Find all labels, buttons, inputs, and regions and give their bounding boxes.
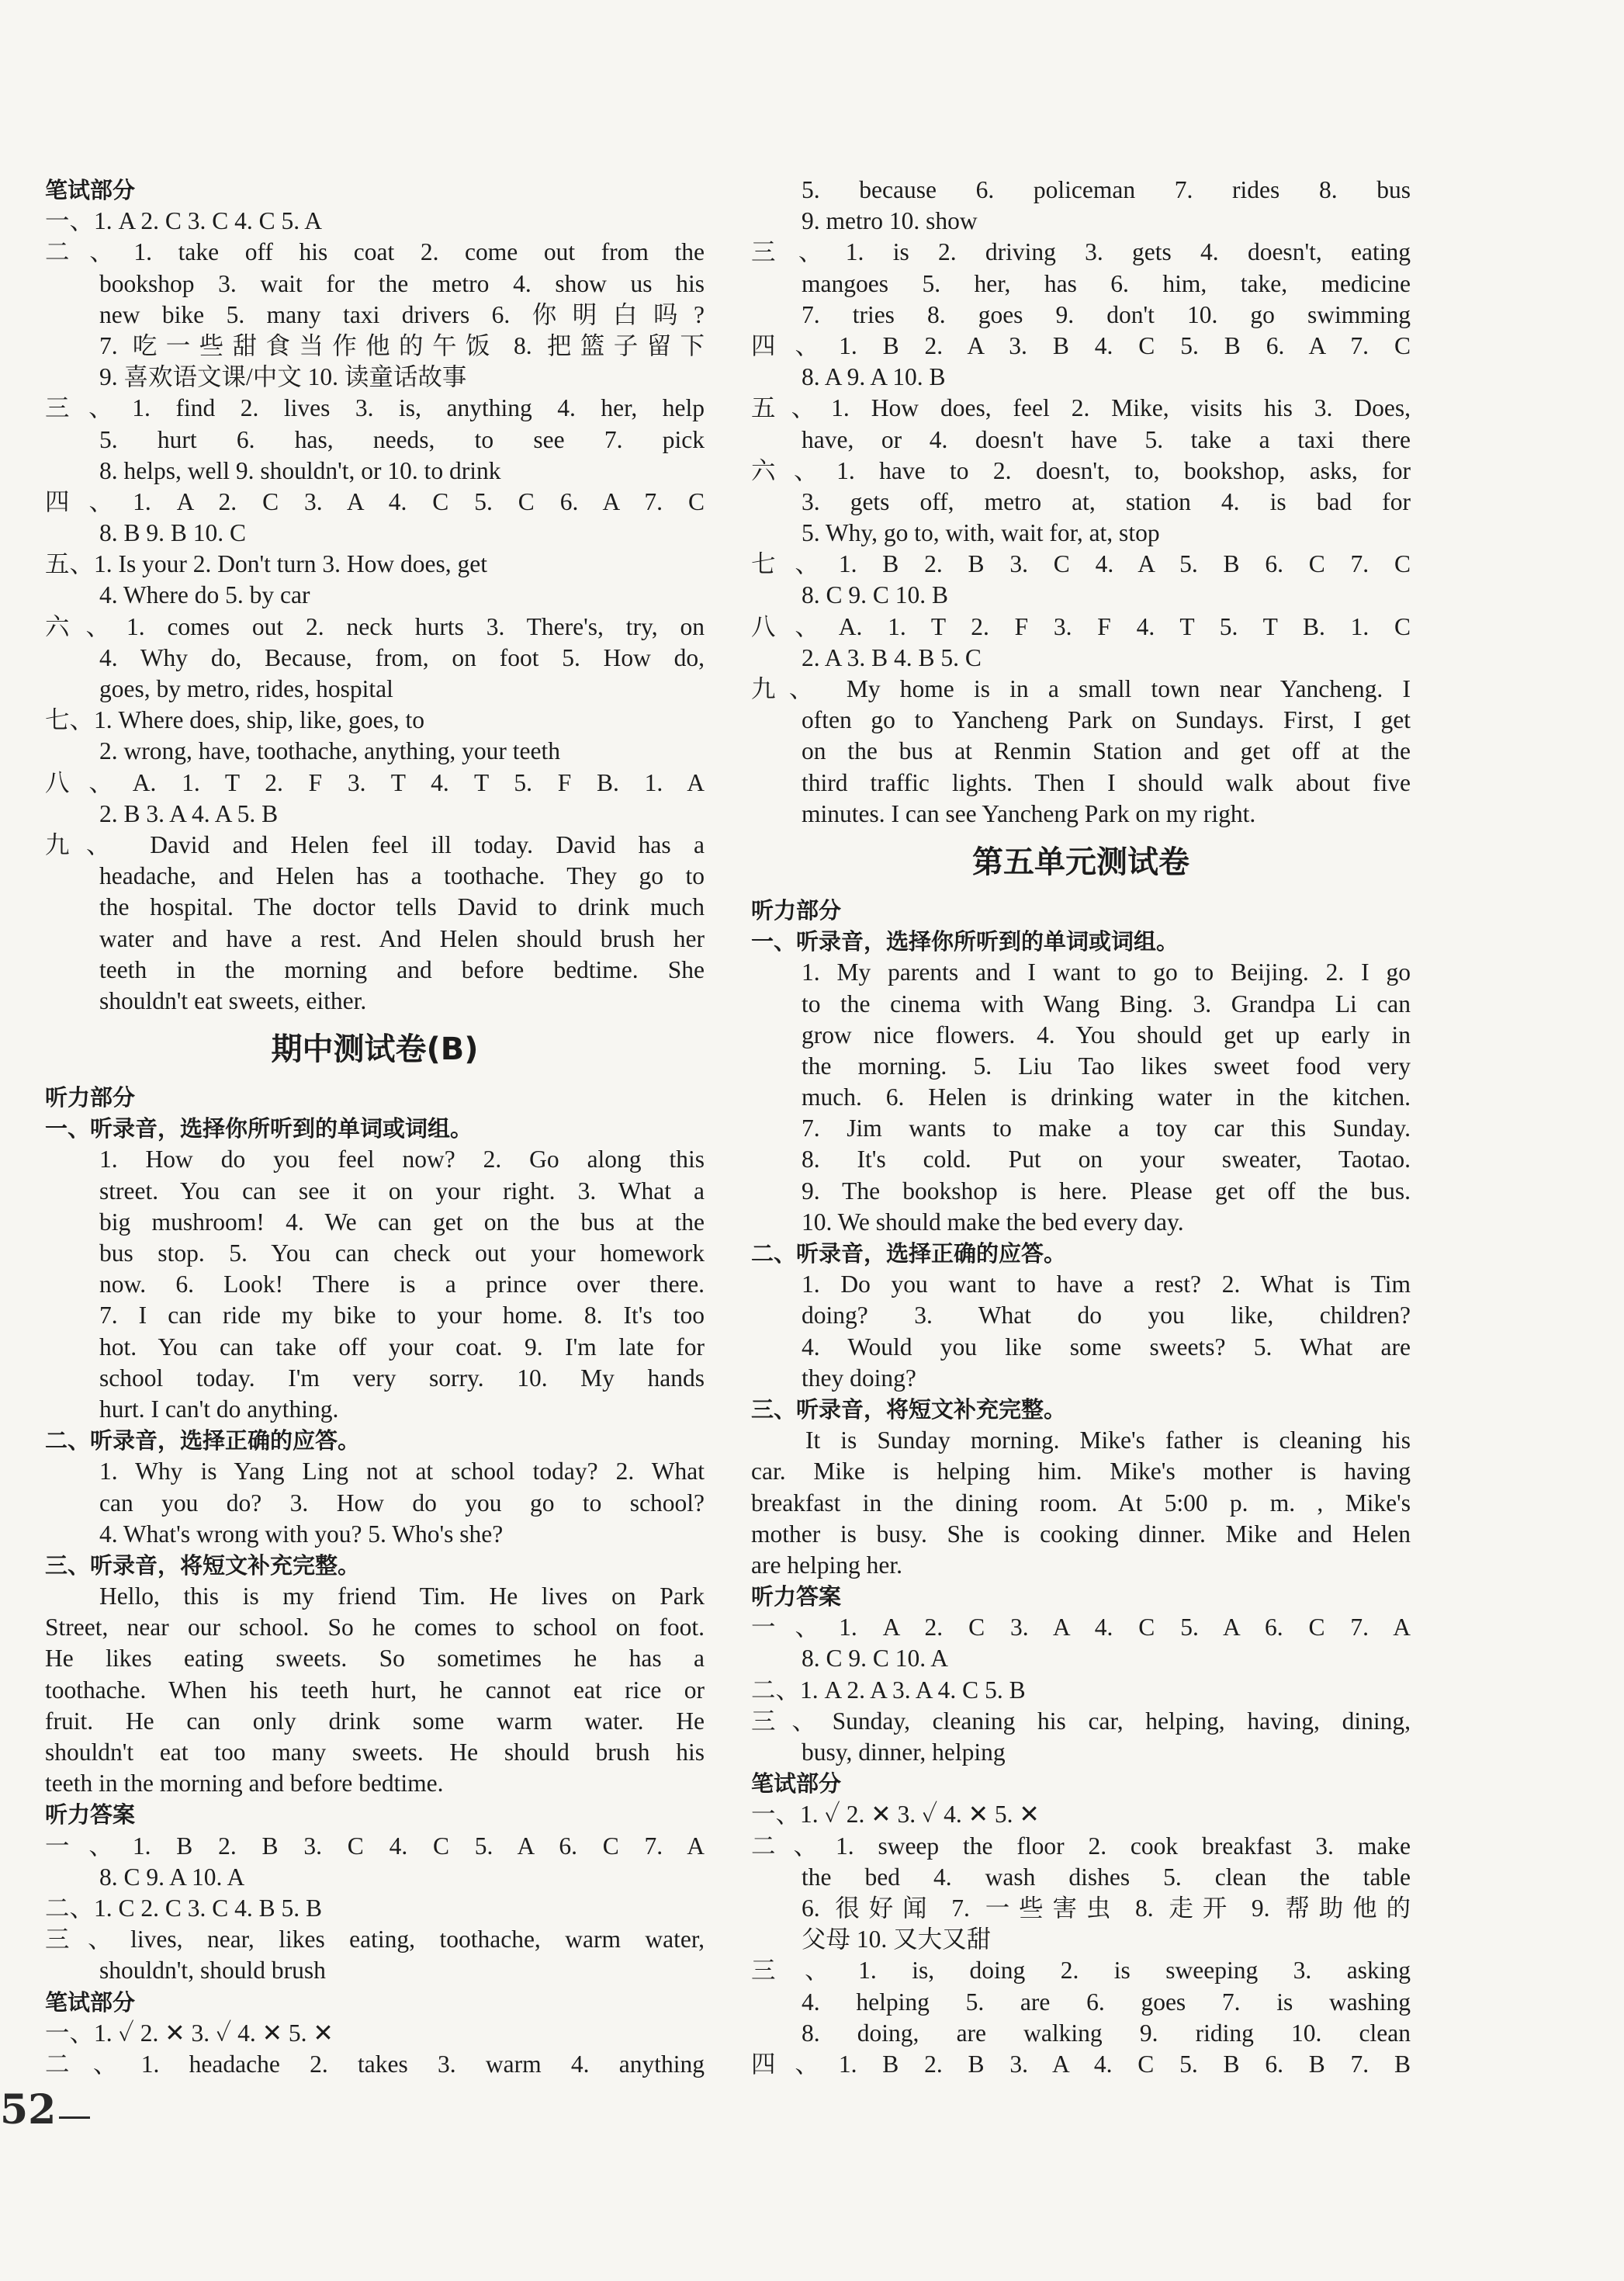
section-heading: 三、听录音，将短文补充完整。 — [751, 1395, 1067, 1423]
text-line: doing? 3. What do you like, children? — [802, 1302, 1411, 1329]
text-line: 8. C 9. A 10. A — [99, 1863, 245, 1891]
text-line: the hospital. The doctor tells David to drink much — [99, 893, 705, 921]
text-line: to the cinema with Wang Bing. 3. Grandpa Li can — [802, 990, 1411, 1017]
text-line: breakfast in the dining room. At 5:00 p. m. , Mike's — [751, 1489, 1411, 1517]
section-heading: 二、听录音，选择正确的应答。 — [45, 1427, 361, 1454]
text-line: 4. Why do, Because, from, on foot 5. How do, — [99, 643, 705, 671]
text-line: 6. 很好闻 7. 一些害虫 8. 走开 9. 帮助他的 — [802, 1894, 1411, 1922]
text-line: 三、1. is, doing 2. is sweeping 3. asking — [751, 1957, 1411, 1985]
text-line: toothache. When his teeth hurt, he cannot eat rice or — [45, 1676, 705, 1704]
text-line: big mushroom! 4. We can get on the bus at the — [99, 1208, 705, 1236]
text-line: Hello, this is my friend Tim. He lives on Park — [99, 1582, 705, 1610]
text-line: 九、 My home is in a small town near Yancheng. I — [751, 675, 1411, 702]
section-heading: 听力答案 — [751, 1583, 842, 1610]
text-line: 三、1. is 2. driving 3. gets 4. doesn't, eating — [751, 238, 1411, 266]
text-line: 4. helping 5. are 6. goes 7. is washing — [802, 1988, 1411, 2016]
section-heading: 笔试部分 — [45, 177, 136, 203]
text-line: 2. A 3. B 4. B 5. C — [802, 643, 982, 671]
text-line: teeth in the morning and before bedtime. — [45, 1770, 444, 1797]
right-column — [751, 175, 1411, 2080]
text-line: bus stop. 5. You can check out your homework — [99, 1239, 705, 1267]
text-line: 10. We should make the bed every day. — [802, 1208, 1184, 1236]
text-line: 1. My parents and I want to go to Beijing. 2. I go — [802, 959, 1411, 986]
text-line: shouldn't eat too many sweets. He should brush his — [45, 1738, 705, 1766]
text-line: 一、1. A 2. C 3. A 4. C 5. A 6. C 7. A — [751, 1614, 1411, 1641]
text-line: 三、lives, near, likes eating, toothache, warm water, — [45, 1926, 705, 1953]
text-line: 一、1. B 2. B 3. C 4. C 5. A 6. C 7. A — [45, 1832, 705, 1860]
text-line: 5. Why, go to, with, wait for, at, stop — [802, 519, 1160, 547]
text-line: 7. tries 8. goes 9. don't 10. go swimming — [802, 300, 1411, 328]
text-line: 一、1. ✓ 2. ✕ 3. ✓ 4. ✕ 5. ✕ — [751, 1801, 1040, 1829]
text-line: often go to Yancheng Park on Sundays. First, I get — [802, 706, 1411, 734]
text-line: teeth in the morning and before bedtime. She — [99, 955, 705, 983]
text-line: 九、 David and Helen feel ill today. David has a — [45, 830, 705, 858]
text-line: 三、Sunday, cleaning his car, helping, having, dining, — [751, 1707, 1411, 1735]
text-line: fruit. He can only drink some warm water. He — [45, 1707, 705, 1735]
text-line: 八、A. 1. T 2. F 3. F 4. T 5. T B. 1. C — [751, 612, 1411, 640]
text-line: hurt. I can't do anything. — [99, 1395, 339, 1423]
text-line: 8. B 9. B 10. C — [99, 519, 247, 547]
text-line: 8. helps, well 9. shouldn't, or 10. to drink — [99, 456, 501, 484]
text-line: mother is busy. She is cooking dinner. Mike and Helen — [751, 1520, 1411, 1548]
text-line: mangoes 5. her, has 6. him, take, medicine — [802, 269, 1411, 297]
text-line: 父母 10. 又大又甜 — [802, 1926, 992, 1953]
text-line: 8. C 9. C 10. A — [802, 1645, 949, 1673]
section-heading: 笔试部分 — [45, 1988, 136, 2016]
text-line: bookshop 3. wait for the metro 4. show us his — [99, 269, 705, 297]
text-line: 1. Why is Yang Ling not at school today? 2. What — [99, 1458, 705, 1485]
text-line: busy, dinner, helping — [802, 1738, 1006, 1766]
section-heading: 二、听录音，选择正确的应答。 — [751, 1240, 1067, 1267]
text-line: they doing? — [802, 1364, 916, 1392]
text-line: 7. Jim wants to make a toy car this Sunday. — [802, 1115, 1411, 1142]
text-line: goes, by metro, rides, hospital — [99, 675, 393, 702]
text-line: 二、1. C 2. C 3. C 4. B 5. B — [45, 1894, 323, 1922]
text-line: 六、1. comes out 2. neck hurts 3. There's, try, on — [45, 612, 705, 640]
text-line: 4. Where do 5. by car — [99, 581, 310, 609]
text-line: 二、1. headache 2. takes 3. warm 4. anything — [45, 2050, 705, 2078]
left-column — [45, 175, 705, 2080]
text-line: 二、1. take off his coat 2. come out from the — [45, 238, 705, 266]
text-line: 9. 喜欢语文课/中文 10. 读童话故事 — [99, 363, 467, 391]
text-line: 八、A. 1. T 2. F 3. T 4. T 5. F B. 1. A — [45, 768, 705, 796]
section-heading: 三、听录音，将短文补充完整。 — [45, 1551, 361, 1579]
text-line: 四、1. B 2. A 3. B 4. C 5. B 6. A 7. C — [751, 331, 1411, 359]
section-heading: 听力部分 — [45, 1084, 136, 1111]
text-line: 五、1. Is your 2. Don't turn 3. How does, get — [45, 550, 487, 578]
text-line: 一、1. ✓ 2. ✕ 3. ✓ 4. ✕ 5. ✕ — [45, 2019, 334, 2047]
text-line: 1. How do you feel now? 2. Go along this — [99, 1146, 705, 1173]
text-line: hot. You can take off your coat. 9. I'm late for — [99, 1333, 705, 1361]
section-heading: 听力答案 — [45, 1801, 136, 1829]
text-line: 五、1. How does, feel 2. Mike, visits his 3. Does, — [751, 394, 1411, 422]
text-line: 四、1. B 2. B 3. A 4. C 5. B 6. B 7. B — [751, 2050, 1411, 2078]
text-line: have, or 4. doesn't have 5. take a taxi there — [802, 425, 1411, 453]
text-line: grow nice flowers. 4. You should get up early in — [802, 1021, 1411, 1049]
text-line: much. 6. Helen is drinking water in the kitchen. — [802, 1083, 1411, 1111]
text-line: car. Mike is helping him. Mike's mother is having — [751, 1458, 1411, 1485]
text-line: 9. The bookshop is here. Please get off the bus. — [802, 1177, 1411, 1205]
text-line: now. 6. Look! There is a prince over there. — [99, 1270, 705, 1298]
text-line: the bed 4. wash dishes 5. clean the table — [802, 1863, 1411, 1891]
text-line: 7. 吃一些甜食当作他的午饭 8. 把篮子留下 — [99, 331, 705, 359]
text-line: school today. I'm very sorry. 10. My hands — [99, 1364, 705, 1392]
text-line: new bike 5. many taxi drivers 6. 你明白吗? — [99, 300, 705, 328]
text-line: 1. Do you want to have a rest? 2. What is Tim — [802, 1270, 1411, 1298]
section-heading: 一、听录音，选择你所听到的单词或词组。 — [45, 1115, 473, 1142]
text-line: 3. gets off, metro at, station 4. is bad for — [802, 487, 1411, 515]
text-line: It is Sunday morning. Mike's father is cleaning his — [805, 1426, 1411, 1454]
text-line: 4. Would you like some sweets? 5. What are — [802, 1333, 1411, 1361]
text-line: 四、1. A 2. C 3. A 4. C 5. C 6. A 7. C — [45, 487, 705, 515]
text-line: 七、1. Where does, ship, like, goes, to — [45, 706, 425, 734]
text-line: third traffic lights. Then I should walk about five — [802, 768, 1411, 796]
text-line: 4. What's wrong with you? 5. Who's she? — [99, 1520, 504, 1548]
text-line: 2. B 3. A 4. A 5. B — [99, 799, 279, 827]
text-line: the morning. 5. Liu Tao likes sweet food very — [802, 1052, 1411, 1080]
page-number-rule — [59, 2116, 90, 2119]
text-line: He likes eating sweets. So sometimes he has a — [45, 1645, 705, 1673]
text-line: on the bus at Renmin Station and get off at the — [802, 737, 1411, 765]
text-line: 七、1. B 2. B 3. C 4. A 5. B 6. C 7. C — [751, 550, 1411, 578]
text-line: can you do? 3. How do you go to school? — [99, 1489, 705, 1517]
text-line: Street, near our school. So he comes to school on foot. — [45, 1614, 705, 1641]
section-heading: 一、听录音，选择你所听到的单词或词组。 — [751, 928, 1179, 955]
text-line: minutes. I can see Yancheng Park on my right. — [802, 799, 1256, 827]
test-title: 期中测试卷(B) — [271, 1031, 479, 1068]
text-line: 2. wrong, have, toothache, anything, your teeth — [99, 737, 560, 765]
text-line: 7. I can ride my bike to your home. 8. It's too — [99, 1302, 705, 1329]
text-line: 8. It's cold. Put on your sweater, Taotao. — [802, 1146, 1411, 1173]
text-line: 8. A 9. A 10. B — [802, 363, 946, 391]
test-title: 第五单元测试卷 — [972, 844, 1189, 880]
text-line: 9. metro 10. show — [802, 207, 978, 235]
text-line: 二、1. sweep the floor 2. cook breakfast 3. make — [751, 1832, 1411, 1860]
page-number: 52 — [0, 2086, 57, 2134]
section-heading: 笔试部分 — [751, 1770, 842, 1797]
text-line: 5. because 6. policeman 7. rides 8. bus — [802, 176, 1411, 203]
text-line: 一、1. A 2. C 3. C 4. C 5. A — [45, 207, 323, 235]
text-line: 六、1. have to 2. doesn't, to, bookshop, asks, for — [751, 456, 1411, 484]
text-line: shouldn't, should brush — [99, 1957, 326, 1985]
text-line: water and have a rest. And Helen should brush her — [99, 924, 705, 952]
text-line: 8. C 9. C 10. B — [802, 581, 949, 609]
text-line: 三、1. find 2. lives 3. is, anything 4. her, help — [45, 394, 705, 422]
text-line: 8. doing, are walking 9. riding 10. clean — [802, 2019, 1411, 2047]
text-line: are helping her. — [751, 1551, 903, 1579]
text-line: 二、1. A 2. A 3. A 4. C 5. B — [751, 1676, 1026, 1704]
section-heading: 听力部分 — [751, 896, 842, 924]
text-line: shouldn't eat sweets, either. — [99, 986, 367, 1014]
text-line: 5. hurt 6. has, needs, to see 7. pick — [99, 425, 705, 453]
text-line: street. You can see it on your right. 3. What a — [99, 1177, 705, 1205]
text-line: headache, and Helen has a toothache. They go to — [99, 862, 705, 890]
